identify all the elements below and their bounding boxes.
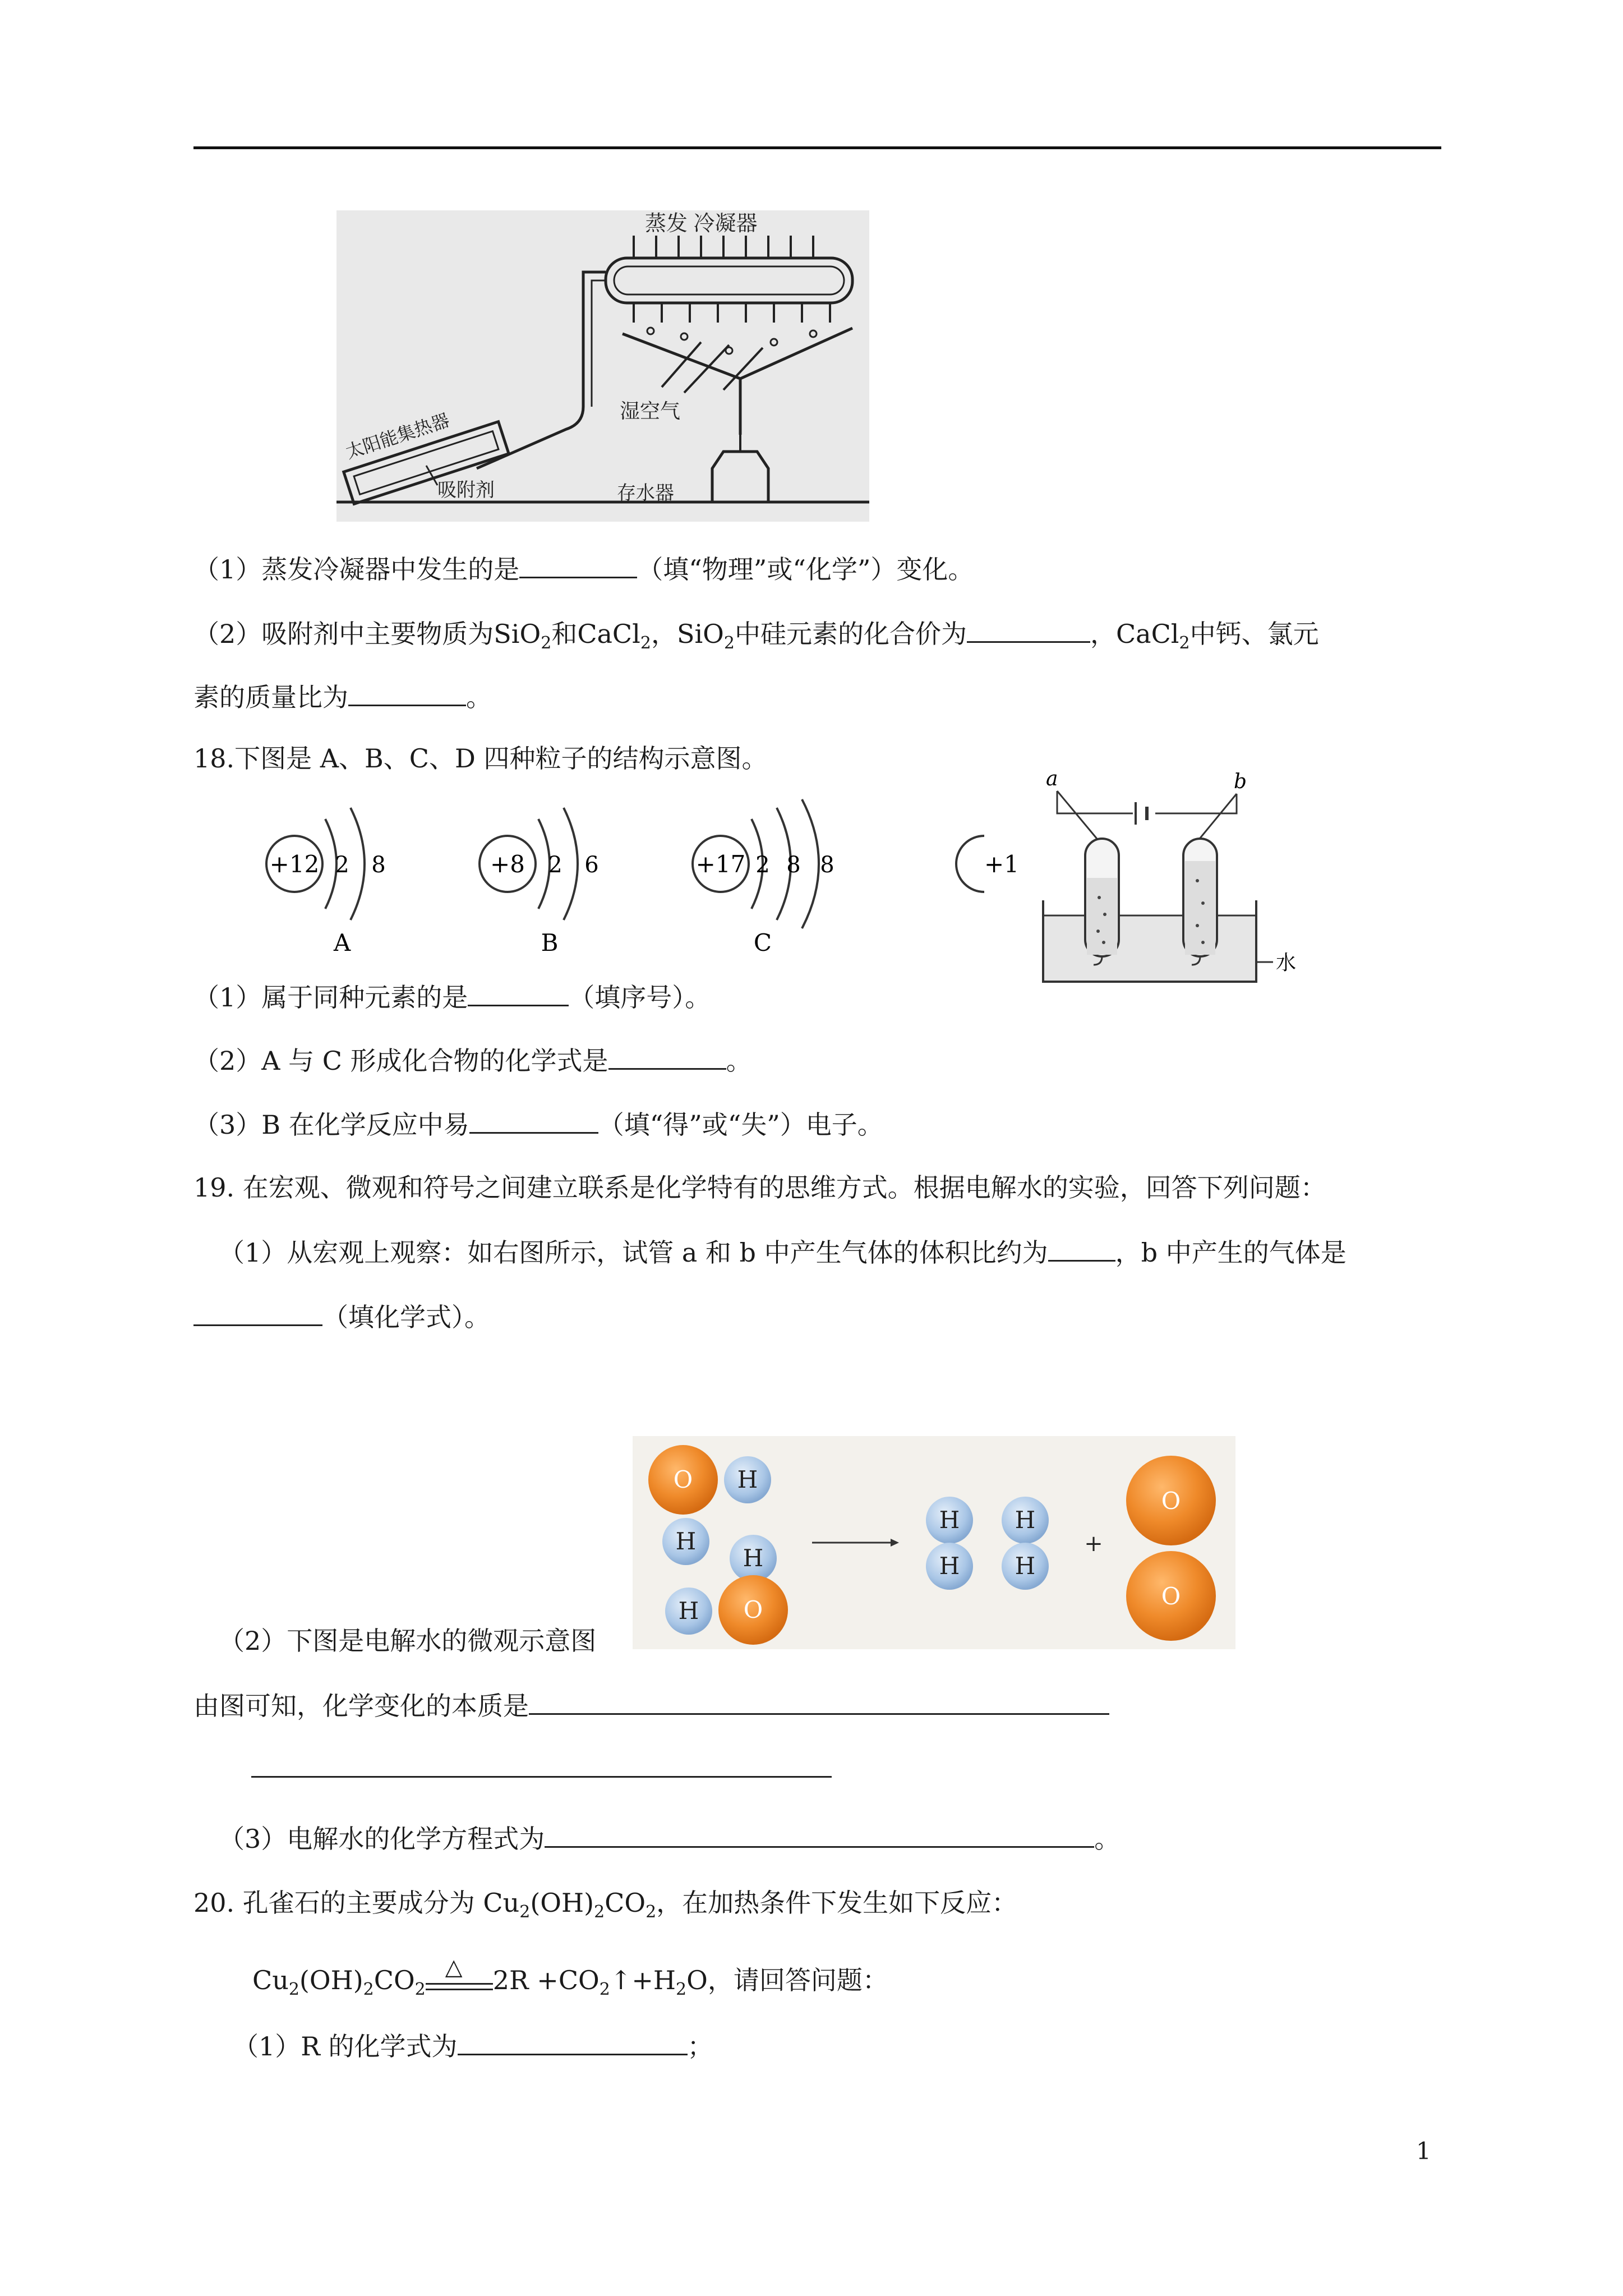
q20-stem <box>193 1886 1017 1929</box>
tube-b-label: b <box>1234 770 1247 793</box>
q19-part3-text: （3）电解水的化学方程式为 <box>219 1824 545 1854</box>
answer-blank[interactable] <box>519 551 637 578</box>
answer-blank[interactable] <box>468 979 569 1006</box>
electrolysis-molecule-diagram <box>633 1436 1235 1649</box>
heating-condition <box>426 1954 493 2007</box>
formula-sio2: SiO <box>676 619 724 649</box>
answer-blank[interactable] <box>458 2028 688 2055</box>
q20-equation <box>252 1954 888 2007</box>
q17-part2 <box>193 615 1319 660</box>
atom-symbol: O <box>1161 1582 1181 1610</box>
q20-part1 <box>233 2028 713 2063</box>
q17-part1-tail: （填“物理”或“化学”）变化。 <box>637 554 974 585</box>
answer-blank[interactable] <box>529 1687 1109 1715</box>
atom-symbol: H <box>1015 1552 1036 1580</box>
atom-symbol: H <box>675 1527 697 1555</box>
q18-part3-tail: （填“得”或“失”）电子。 <box>598 1110 883 1140</box>
answer-blank[interactable] <box>608 1042 726 1070</box>
subscript: 2 <box>519 1902 531 1922</box>
shell-electrons: 8 <box>820 852 834 878</box>
q19-part1-cont <box>193 1299 490 1334</box>
q19-part1-tail: （填化学式）。 <box>322 1302 490 1332</box>
nucleus-charge: +8 <box>490 850 525 878</box>
formula-part: (OH) <box>299 1965 363 1995</box>
atom-d-partial <box>956 836 1019 892</box>
shell-electrons: 2 <box>548 852 562 878</box>
q18-part1 <box>193 979 711 1014</box>
subscript: 2 <box>288 1980 299 2000</box>
atom-symbol: H <box>939 1506 960 1534</box>
q17-part2-mid: 中硅元素的化合价为 <box>734 619 967 649</box>
q18-part3 <box>193 1106 883 1142</box>
q17-part1 <box>193 551 974 586</box>
atom-label: A <box>333 929 351 956</box>
atom-label: C <box>753 929 772 956</box>
subscript: 2 <box>723 633 735 654</box>
q19-part2-cont <box>193 1687 1109 1723</box>
answer-blank[interactable] <box>348 679 466 706</box>
shell-electrons: 2 <box>335 852 349 878</box>
nucleus-charge: +17 <box>695 850 746 878</box>
q19-part1-mid: ，b 中产生的气体是 <box>1115 1237 1347 1268</box>
q19-part2: （2）下图是电解水的微观示意图 <box>219 1626 597 1656</box>
period: 。 <box>466 682 492 712</box>
comma: ， <box>651 619 677 649</box>
formula-part: CO <box>374 1965 415 1995</box>
water-label: 水 <box>1276 951 1297 974</box>
answer-blank[interactable] <box>967 615 1090 643</box>
atom-b <box>479 808 599 956</box>
water-harvester-figure <box>336 210 869 522</box>
subscript: 2 <box>363 1980 374 2000</box>
atom-symbol: O <box>743 1596 763 1623</box>
humid-air-label: 湿空气 <box>620 399 681 422</box>
header-rule <box>193 146 1441 149</box>
atom-a <box>266 808 386 956</box>
q19-part1-text: （1）从宏观上观察：如右图所示，试管 a 和 b 中产生气体的体积比约为 <box>219 1237 1048 1268</box>
formula-sio2: SiO <box>494 619 541 649</box>
q20-stem-text: 20. 孔雀石的主要成分为 Cu <box>193 1888 520 1918</box>
q17-part2-text: （2）吸附剂中主要物质为 <box>193 619 494 649</box>
answer-blank[interactable] <box>545 1820 1094 1848</box>
answer-blank[interactable] <box>469 1106 598 1134</box>
q20-stem-tail: ，在加热条件下发生如下反应： <box>656 1888 1018 1918</box>
heat-triangle-icon: △ <box>445 1954 463 1981</box>
q18-stem: 18.下图是 A、B、C、D 四种粒子的结构示意图。 <box>193 743 768 774</box>
q17-part2-cont-text: 素的质量比为 <box>193 682 348 712</box>
atom-label: B <box>541 929 559 956</box>
atom-structure-figure <box>252 797 1019 959</box>
atom-c <box>693 799 834 956</box>
subscript: 2 <box>599 1980 610 2000</box>
period: 。 <box>726 1046 752 1076</box>
shell-electrons: 8 <box>786 852 801 878</box>
q17-part2-tail: 中钙、氯元 <box>1189 619 1319 649</box>
electrolysis-apparatus-figure <box>1026 769 1307 987</box>
q18-part1-text: （1）属于同种元素的是 <box>193 982 468 1013</box>
atom-symbol: H <box>743 1544 764 1572</box>
answer-blank[interactable] <box>251 1750 832 1778</box>
q19-part3 <box>219 1820 1120 1856</box>
page-number: 1 <box>1416 2137 1431 2165</box>
plus-sign: + <box>1084 1531 1103 1557</box>
period: 。 <box>1094 1824 1121 1854</box>
atom-symbol: O <box>673 1466 693 1493</box>
atom-symbol: H <box>939 1552 960 1580</box>
subscript: 2 <box>541 633 552 654</box>
formula-part: Cu <box>252 1965 289 1995</box>
atom-symbol: H <box>737 1466 758 1493</box>
subscript: 2 <box>640 633 651 654</box>
atom-symbol: H <box>1015 1506 1036 1534</box>
atom-symbol: H <box>678 1597 699 1625</box>
q20-equation-tail: O，请回答问题： <box>686 1965 888 1995</box>
evaporator-label: 蒸发 冷凝器 <box>645 212 758 236</box>
adsorbent-label: 吸附剂 <box>437 480 495 501</box>
q18-part3-text: （3）B 在化学反应中易 <box>193 1110 469 1140</box>
q19-stem: 19. 在宏观、微观和符号之间建立联系是化学特有的思维方式。根据电解水的实验，回答下列问题： <box>193 1172 1326 1203</box>
q18-part2 <box>193 1042 752 1078</box>
shell-electrons: 6 <box>584 852 599 878</box>
q19-part1 <box>219 1234 1347 1269</box>
subscript: 2 <box>414 1980 426 2000</box>
atom-symbol: O <box>1161 1487 1181 1515</box>
formula-part: CO <box>605 1888 646 1918</box>
formula-part: (OH) <box>530 1888 594 1918</box>
q18-part1-tail: （填序号）。 <box>569 982 711 1013</box>
nucleus-charge: +1 <box>984 850 1019 878</box>
subscript: 2 <box>1179 633 1190 654</box>
shell-electrons: 2 <box>755 852 770 878</box>
formula-part: ↑+H <box>610 1965 676 1995</box>
comma: ， <box>1090 619 1116 649</box>
nucleus-charge: +12 <box>269 850 320 878</box>
answer-blank[interactable] <box>1048 1234 1115 1262</box>
subscript: 2 <box>594 1902 605 1922</box>
word-and: 和 <box>551 619 578 649</box>
tube-a-label: a <box>1046 767 1058 790</box>
water-tank-label: 存水器 <box>617 482 674 504</box>
formula-cacl2: CaCl <box>577 619 640 649</box>
semicolon: ； <box>687 2031 713 2062</box>
q19-part2-prompt: 由图可知，化学变化的本质是 <box>193 1691 529 1721</box>
formula-cacl2: CaCl <box>1115 619 1179 649</box>
solar-collector-label: 太阳能集热器 <box>343 409 452 463</box>
formula-part: 2R +CO <box>492 1965 600 1995</box>
q19-part2-cont2 <box>251 1750 832 1786</box>
q20-part1-text: （1）R 的化学式为 <box>233 2031 458 2062</box>
q17-part1-text: （1）蒸发冷凝器中发生的是 <box>193 554 520 585</box>
answer-blank[interactable] <box>193 1299 322 1326</box>
q18-part2-text: （2）A 与 C 形成化合物的化学式是 <box>193 1046 608 1076</box>
subscript: 2 <box>645 1902 657 1922</box>
subscript: 2 <box>676 1980 687 2000</box>
shell-electrons: 8 <box>371 852 386 878</box>
q17-part2-cont <box>193 679 492 714</box>
